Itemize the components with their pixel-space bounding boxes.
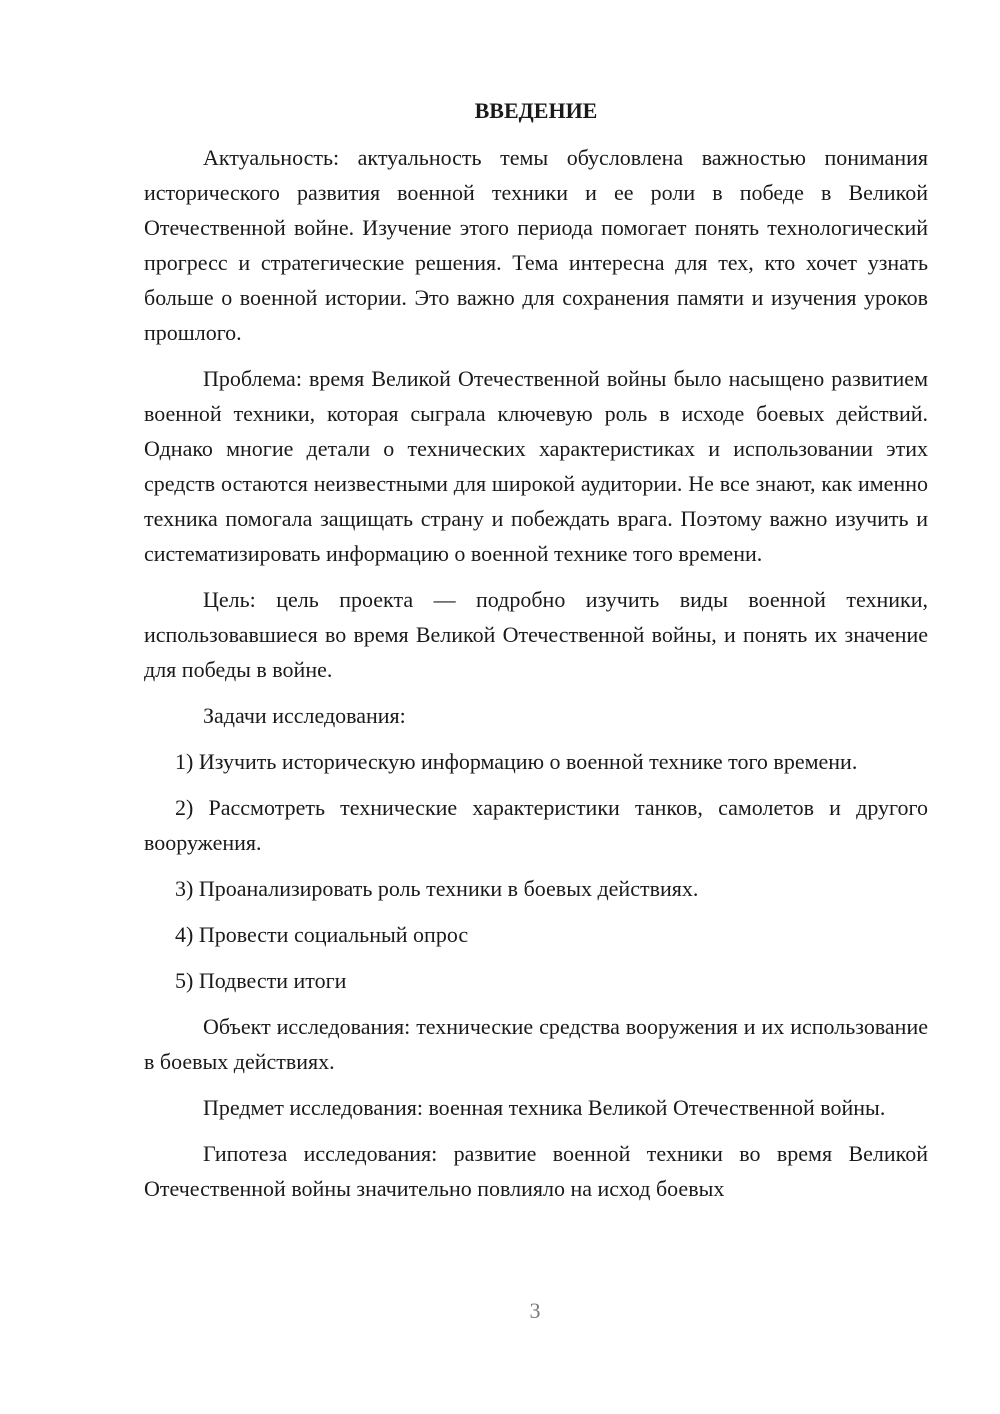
paragraph-problem: Проблема: время Великой Отечественной войны было насыщено развитием военной техники, которая сыграла ключевую роль в исходе боевых действий. Однако многие детали о технических характеристиках и использовании этих средств остаются неизвестными для широкой аудитории. Не все знают, как именно техника помогала защищать страну и побеждать врага. Поэтому важно изучить и систематизировать информацию о военной технике того времени. (144, 366, 928, 566)
page-number: 3 (529, 1298, 541, 1323)
task-item-3: 3) Проанализировать роль техники в боевых действиях. (175, 876, 699, 901)
paragraph-goal: Цель: цель проекта — подробно изучить виды военной техники, использовавшиеся во время Великой Отечественной войны, и понять их значение для победы в войне. (144, 587, 928, 682)
task-item-1: 1) Изучить историческую информацию о военной технике того времени. (175, 749, 858, 774)
paragraph-object: Объект исследования: технические средства вооружения и их использование в боевых действиях. (144, 1014, 928, 1074)
paragraph-hypothesis: Гипотеза исследования: развитие военной техники во время Великой Отечественной войны значительно повлияло на исход боевых (144, 1141, 928, 1201)
paragraph-tasks-heading: Задачи исследования: (203, 703, 406, 728)
task-item-2: 2) Рассмотреть технические характеристики танков, самолетов и другого вооружения. (144, 795, 928, 855)
task-item-4: 4) Провести социальный опрос (175, 922, 469, 947)
section-heading: ВВЕДЕНИЕ (474, 98, 598, 123)
paragraph-relevance: Актуальность: актуальность темы обусловлена важностью понимания исторического развития военной техники и ее роли в победе в Великой Отечественной войне. Изучение этого периода помогает понять технологический прогресс и стратегические решения. Тема интересна для тех, кто хочет узнать больше о военной истории. Это важно для сохранения памяти и изучения уроков прошлого. (144, 145, 928, 345)
paragraph-subject: Предмет исследования: военная техника Великой Отечественной войны. (203, 1095, 886, 1120)
page-content (144, 95, 928, 1217)
task-item-5: 5) Подвести итоги (175, 968, 347, 993)
